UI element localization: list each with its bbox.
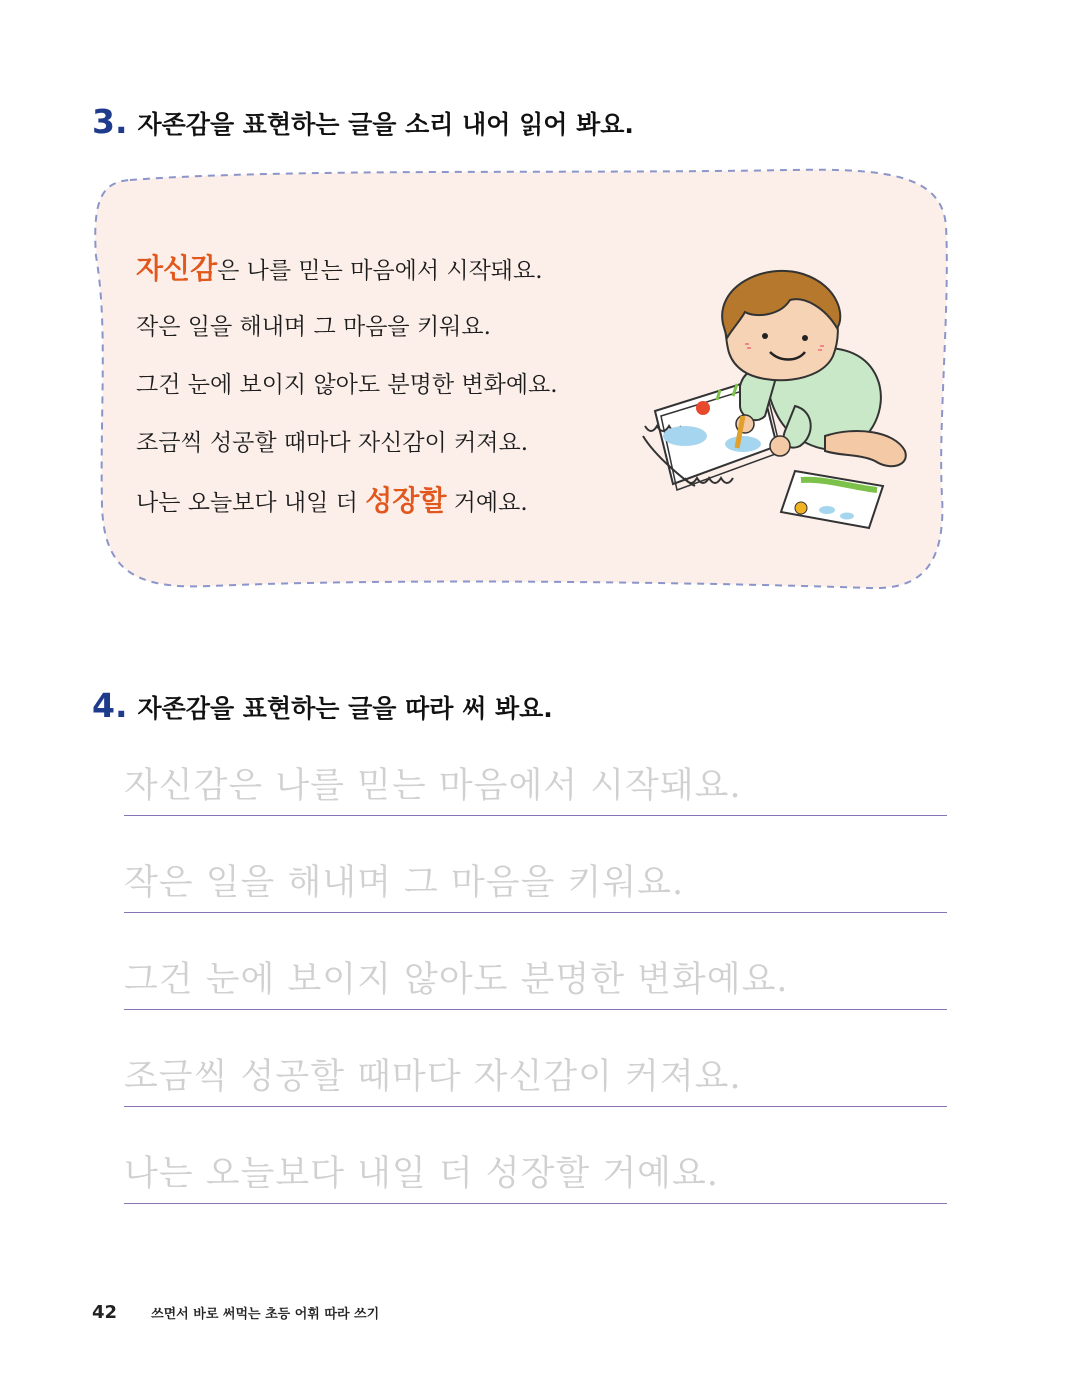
section-4-title: 자존감을 표현하는 글을 따라 써 봐요.: [137, 694, 553, 723]
tracing-area: [124, 750, 947, 1235]
reading-line-1: [136, 240, 558, 298]
tracing-guide-text: 자신감은 나를 믿는 마음에서 시작돼요.: [124, 766, 742, 806]
tracing-row: [124, 1138, 947, 1235]
page-footer: [92, 1302, 379, 1323]
tracing-row: [124, 847, 947, 944]
highlight-word: 자신감: [136, 252, 218, 285]
small-picture-icon: [781, 471, 883, 528]
section-3-number: 3.: [92, 102, 128, 141]
reading-text: [136, 240, 558, 530]
reading-line-text: 거예요.: [446, 490, 528, 516]
writing-line[interactable]: [124, 1203, 947, 1204]
section-3-title: 자존감을 표현하는 글을 소리 내어 읽어 봐요.: [137, 110, 634, 139]
tracing-guide-text: 그건 눈에 보이지 않아도 분명한 변화예요.: [124, 960, 789, 1000]
reading-line-5: [136, 472, 558, 530]
tracing-guide-text: 작은 일을 해내며 그 마음을 키워요.: [124, 863, 685, 903]
reading-line-text: 나는 오늘보다 내일 더: [136, 490, 366, 516]
reading-box: [90, 166, 950, 594]
tracing-guide-text: 나는 오늘보다 내일 더 성장할 거예요.: [124, 1154, 719, 1194]
tracing-row: [124, 750, 947, 847]
section-3-heading: [92, 102, 634, 141]
book-title: 쓰면서 바로 써먹는 초등 어휘 따라 쓰기: [151, 1307, 380, 1322]
writing-line[interactable]: [124, 1106, 947, 1107]
tracing-row: [124, 1041, 947, 1138]
reading-line-4: 조금씩 성공할 때마다 자신감이 커져요.: [136, 430, 529, 456]
writing-line[interactable]: [124, 815, 947, 816]
reading-line-text: 은 나를 믿는 마음에서 시작돼요.: [217, 258, 543, 284]
tracing-guide-text: 조금씩 성공할 때마다 자신감이 커져요.: [124, 1057, 742, 1097]
tracing-row: [124, 944, 947, 1041]
section-4-heading: [92, 686, 553, 725]
reading-line-2: 작은 일을 해내며 그 마음을 키워요.: [136, 314, 491, 340]
page-number: 42: [92, 1302, 118, 1323]
highlight-word: 성장할: [365, 484, 447, 517]
section-4-number: 4.: [92, 686, 128, 725]
child-drawing-illustration: [615, 266, 915, 536]
writing-line[interactable]: [124, 1009, 947, 1010]
writing-line[interactable]: [124, 912, 947, 913]
reading-line-3: 그건 눈에 보이지 않아도 분명한 변화예요.: [136, 372, 558, 398]
